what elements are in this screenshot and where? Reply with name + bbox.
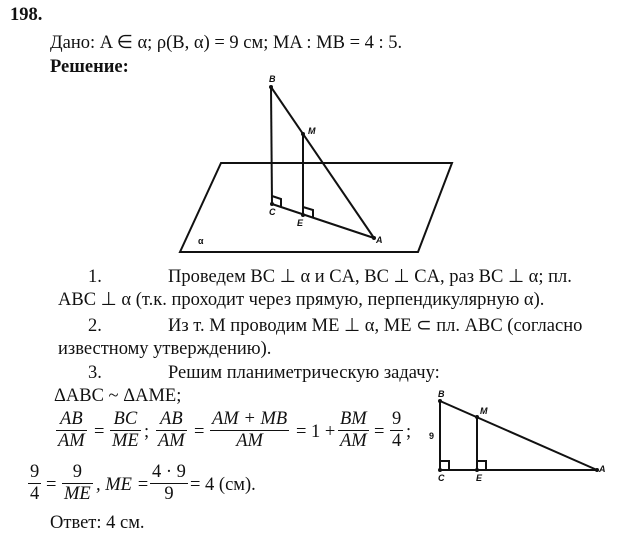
tri-label-side-9: 9 [429,431,435,441]
solution-heading: Решение: [50,57,129,77]
eq1-separator: ; [144,422,150,442]
label-m: M [308,126,316,136]
eq2-fraction-product: 4 · 9 9 [152,462,186,504]
eq2-result: = 4 (см). [190,475,256,495]
eq2-fraction-9-me: 9 ME [64,462,91,504]
eq2-equals: = [46,475,57,495]
eq1-fraction-ab-am-2: AB AM [158,409,185,451]
eq1-fraction-9-4: 9 4 [392,409,402,451]
step-2-line2: известному утверждению). [58,339,272,359]
step-3-line1: Решим планиметрическую задачу: [168,363,440,383]
step-2-number: 2. [88,316,102,336]
eq1-fraction-bm-am: BM AM [340,409,367,451]
tri-label-a: A [599,464,606,474]
eq1-fraction-ab-am: AB AM [58,409,85,451]
given-line: Дано: A ∈ α; ρ(B, α) = 9 см; MA : MB = 4 : 5. [50,33,403,53]
eq2-me-label: , ME = [96,475,150,495]
eq1-end: ; [406,422,412,442]
step-3-number: 3. [88,363,102,383]
step-1-line1: Проведем BC ⊥ α и CA, BC ⊥ CA, раз BC ⊥ α; пл. [168,267,572,287]
label-b: B [269,74,276,84]
answer-line: Ответ: 4 см. [50,513,145,533]
eq2-fraction-9-4: 9 4 [30,462,40,504]
label-c: C [269,207,276,217]
eq1-equals-2: = [194,422,205,442]
tri-label-m: M [480,406,488,416]
step-1-number: 1. [88,267,102,287]
label-e: E [297,218,304,228]
eq1-one-plus: = 1 + [296,422,336,442]
eq1-fraction-bc-me: BC ME [112,409,139,451]
label-a: A [376,235,383,245]
tri-label-b: B [438,389,445,399]
eq1-equals-1: = [94,422,105,442]
problem-number: 198. [10,5,43,25]
eq1-equals-4: = [374,422,385,442]
step-2-line1: Из т. M проводим ME ⊥ α, ME ⊂ пл. ABC (согласно [168,316,583,336]
tri-segment-ba [440,401,597,470]
tri-label-e: E [476,473,483,483]
tri-label-c: C [438,473,445,483]
eq1-fraction-sum: AM + MB AM [212,409,288,451]
label-alpha: α [198,236,204,246]
similarity-line: ΔABC ~ ΔAME; [54,386,182,406]
step-1-line2: ABC ⊥ α (т.к. проходит через прямую, перпендикулярную α). [58,290,545,310]
